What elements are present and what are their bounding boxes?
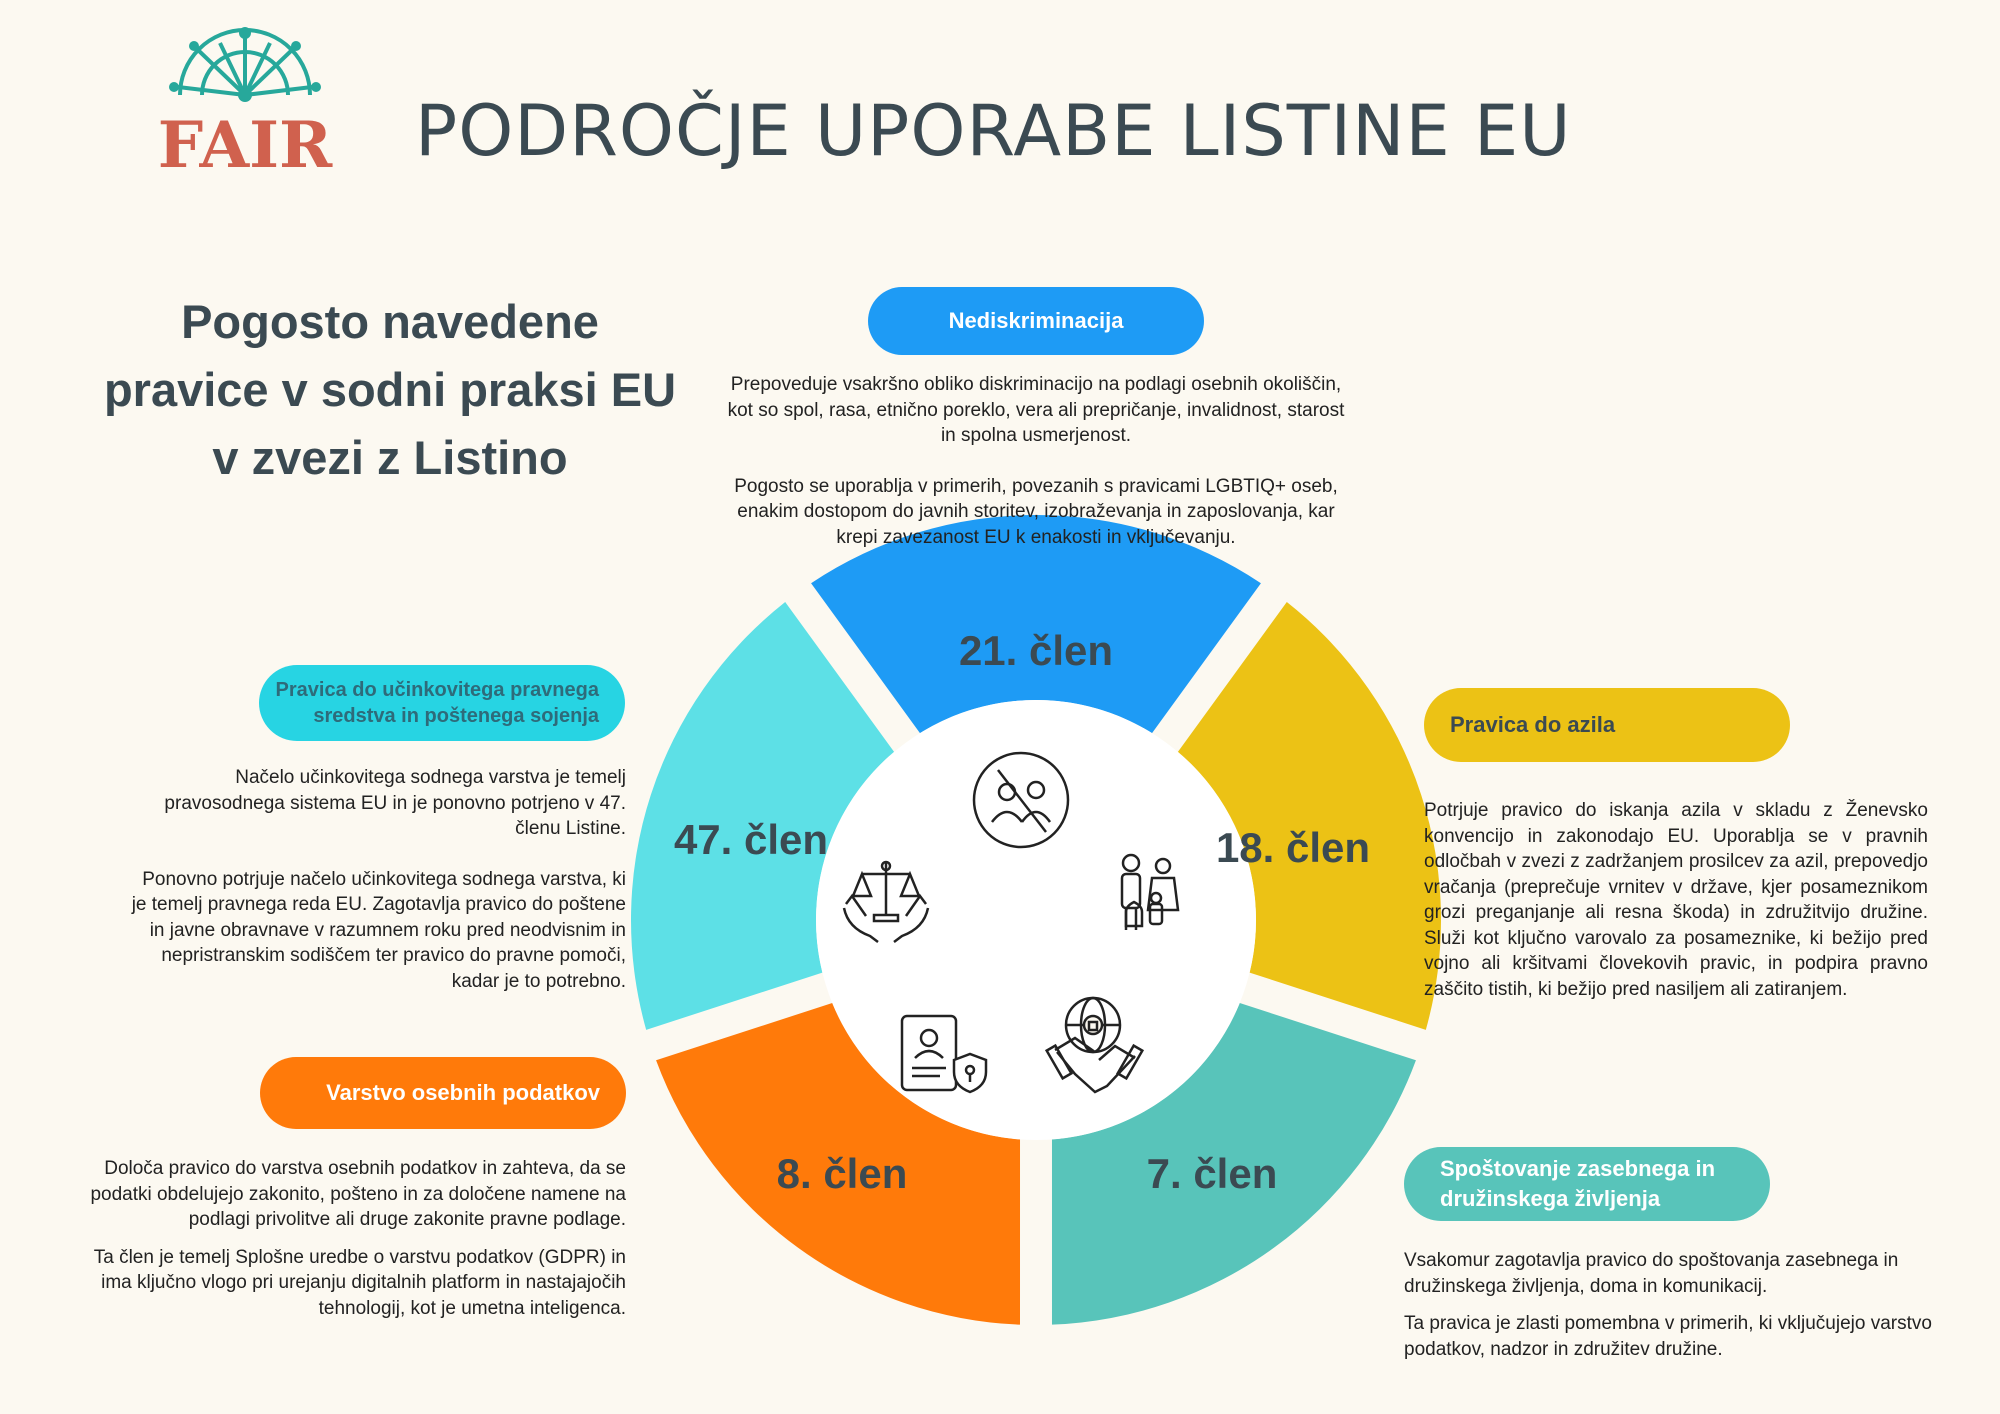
- fair-trial-text: [130, 765, 626, 994]
- page-title: PODROČJE UPORABE LISTINE EU: [415, 90, 1572, 172]
- nondiscrimination-text: [720, 372, 1352, 550]
- data-protection-p2: Ta člen je temelj Splošne uredbe o varstvu podatkov (GDPR) in ima ključno vlogo pri urejanju digitalnih platform in nastajajočih tehnologij, kot je umetna inteligenca.: [93, 1246, 626, 1319]
- private-life-p1: Vsakomur zagotavlja pravico do spoštovanja zasebnega in družinskega življenja, doma in komunikacij.: [1404, 1250, 1899, 1297]
- subtitle: Pogosto navedene pravice v sodni praksi EU v zvezi z Listino: [103, 295, 677, 484]
- data-protection-text: [60, 1156, 626, 1321]
- fair-trial-p1: Načelo učinkovitega sodnega varstva je temelj pravosodnega sistema EU in je ponovno potrjeno v 47. členu Listine.: [164, 767, 626, 839]
- fair-trial-pill: Pravica do učinkovitega pravnega sredstva in poštenega sojenja: [259, 665, 625, 741]
- article-18-label: 18. člen: [1215, 824, 1371, 871]
- private-life-pill: Spoštovanje zasebnega in družinskega življenja: [1404, 1147, 1770, 1221]
- nondiscrimination-pill: Nediskriminacija: [868, 287, 1204, 355]
- data-protection-pill: Varstvo osebnih podatkov: [260, 1057, 626, 1129]
- asylum-p1: Potrjuje pravico do iskanja azila v skladu z Ženevsko konvencijo in zakonodajo EU. Uporablja se v pravnih odločbah v zvezi z zadržanjem prosilcev za azil, prepovedjo vračanja (preprečuje vrnitev v države, kjer posameznikom grozi preganjanje ali resna škoda) in združitvijo družine. Služi kot ključno varovalo za posameznike, ki bežijo pred vojno ali kršitvami človekovih pravic, in podpira pravno zaščito tistih, ki bežijo pred nasiljem ali zatiranjem.: [1424, 800, 1928, 1000]
- asylum-pill: Pravica do azila: [1424, 688, 1790, 762]
- data-protection-p1: Določa pravico do varstva osebnih podatkov in zahteva, da se podatki obdelujejo zakonito, pošteno in za določene namene na podlagi privolitve ali druge zakonite pravne podlage.: [90, 1158, 626, 1230]
- nondiscrimination-p1: Prepoveduje vsakršno obliko diskriminacijo na podlagi osebnih okoliščin, kot so spol, rasa, etnično poreklo, vera ali prepričanje, invalidnost, starost in spolna usmerjenost.: [727, 374, 1345, 446]
- article-47-label: 47. člen: [673, 816, 829, 863]
- private-life-p2: Ta pravica je zlasti pomembna v primerih, ki vključujejo varstvo podatkov, nadzor in združitev družine.: [1404, 1313, 1932, 1360]
- private-life-text: [1404, 1248, 1954, 1362]
- article-21-label: 21. člen: [958, 627, 1114, 674]
- nondiscrimination-p2: Pogosto se uporablja v primerih, povezanih s pravicami LGBTIQ+ oseb, enakim dostopom do javnih storitev, izobraževanja in zaposlovanja, kar krepi zavezanost EU k enakosti in vključevanju.: [734, 475, 1338, 548]
- asylum-text: [1424, 798, 1928, 1002]
- logo-text: FAIR: [157, 108, 333, 183]
- article-7-label: 7. člen: [1146, 1150, 1278, 1197]
- fair-trial-p2: Ponovno potrjuje načelo učinkovitega sodnega varstva, ki je temelj pravnega reda EU. Zagotavlja pravico do poštene in javne obravnave v razumnem roku pred neodvisnim in nepristranskim sodiščem ter pravico do pravne pomoči, kadar je to potrebno.: [131, 868, 626, 992]
- article-8-label: 8. člen: [776, 1150, 908, 1197]
